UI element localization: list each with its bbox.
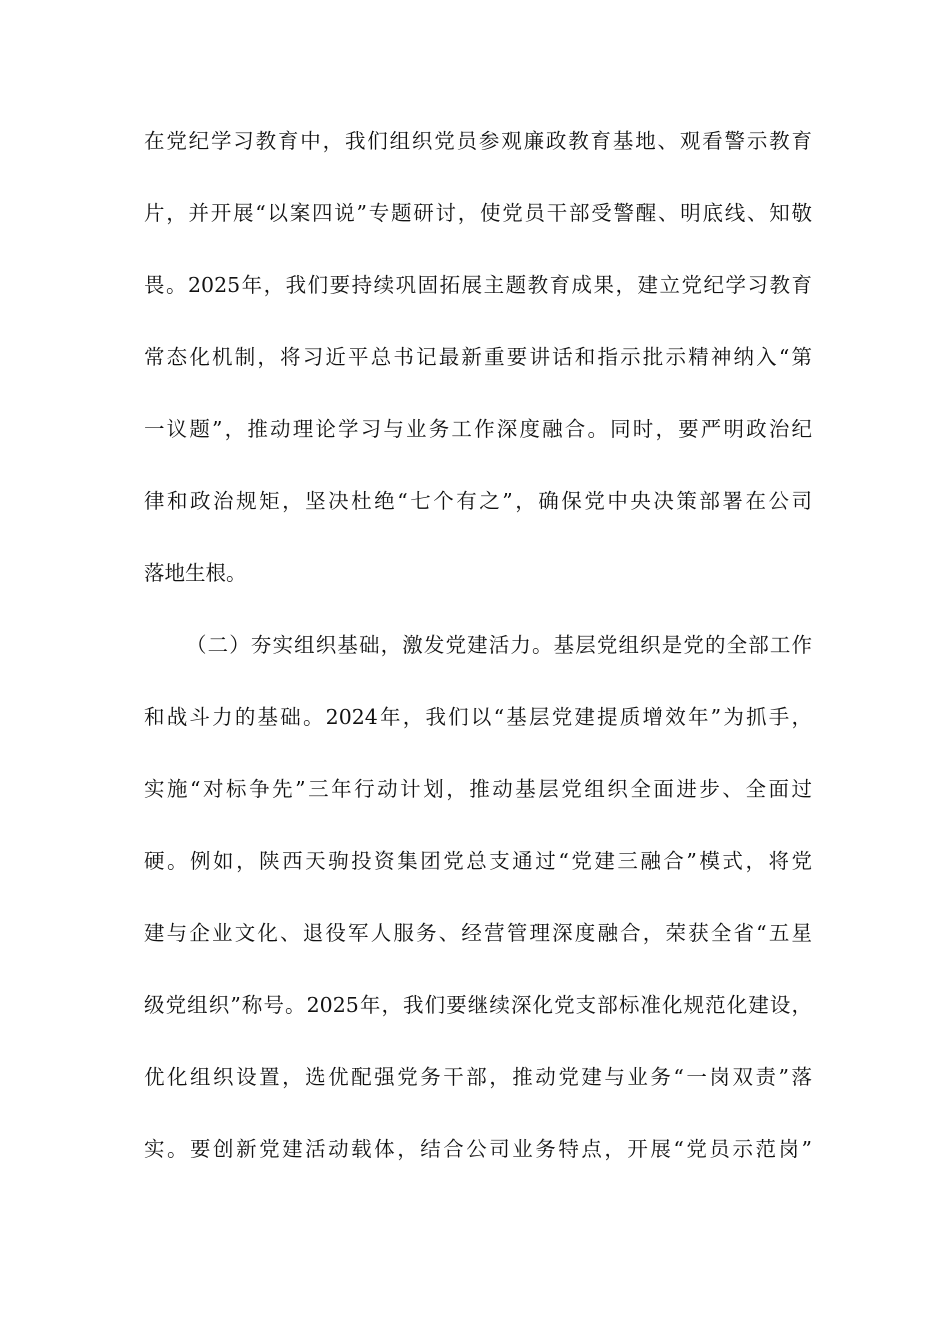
paragraph-1-line-5: 一议题”，推动理论学习与业务工作深度融合。同时，要严明政治纪 xyxy=(144,417,812,441)
paragraph-2-line-1: （二）夯实组织基础，激发党建活力。基层党组织是党的全部工作 xyxy=(186,633,812,657)
paragraph-2-line-7: 优化组织设置，选优配强党务干部，推动党建与业务“一岗双责”落 xyxy=(144,1065,812,1089)
paragraph-2-line-6: 级党组织”称号。2025年，我们要继续深化党支部标准化规范化建设， xyxy=(144,993,812,1017)
paragraph-1-line-7: 落地生根。 xyxy=(144,561,247,585)
paragraph-2-line-4: 硬。例如，陕西天驹投资集团党总支通过“党建三融合”模式，将党 xyxy=(144,849,812,873)
paragraph-1-line-2: 片，并开展“以案四说”专题研讨，使党员干部受警醒、明底线、知敬 xyxy=(144,201,812,225)
paragraph-1-line-6: 律和政治规矩，坚决杜绝“七个有之”，确保党中央决策部署在公司 xyxy=(144,489,812,513)
paragraph-2-line-2: 和战斗力的基础。2024年，我们以“基层党建提质增效年”为抓手， xyxy=(144,705,812,729)
paragraph-1-line-1: 在党纪学习教育中，我们组织党员参观廉政教育基地、观看警示教育 xyxy=(144,129,812,153)
paragraph-1-line-3: 畏。2025年，我们要持续巩固拓展主题教育成果，建立党纪学习教育 xyxy=(144,273,812,297)
paragraph-2-line-5: 建与企业文化、退役军人服务、经营管理深度融合，荣获全省“五星 xyxy=(144,921,812,945)
paragraph-2-line-3: 实施“对标争先”三年行动计划，推动基层党组织全面进步、全面过 xyxy=(144,777,812,801)
paragraph-2-line-8: 实。要创新党建活动载体，结合公司业务特点，开展“党员示范岗” xyxy=(144,1137,812,1161)
paragraph-1-line-4: 常态化机制，将习近平总书记最新重要讲话和指示批示精神纳入“第 xyxy=(144,345,812,369)
